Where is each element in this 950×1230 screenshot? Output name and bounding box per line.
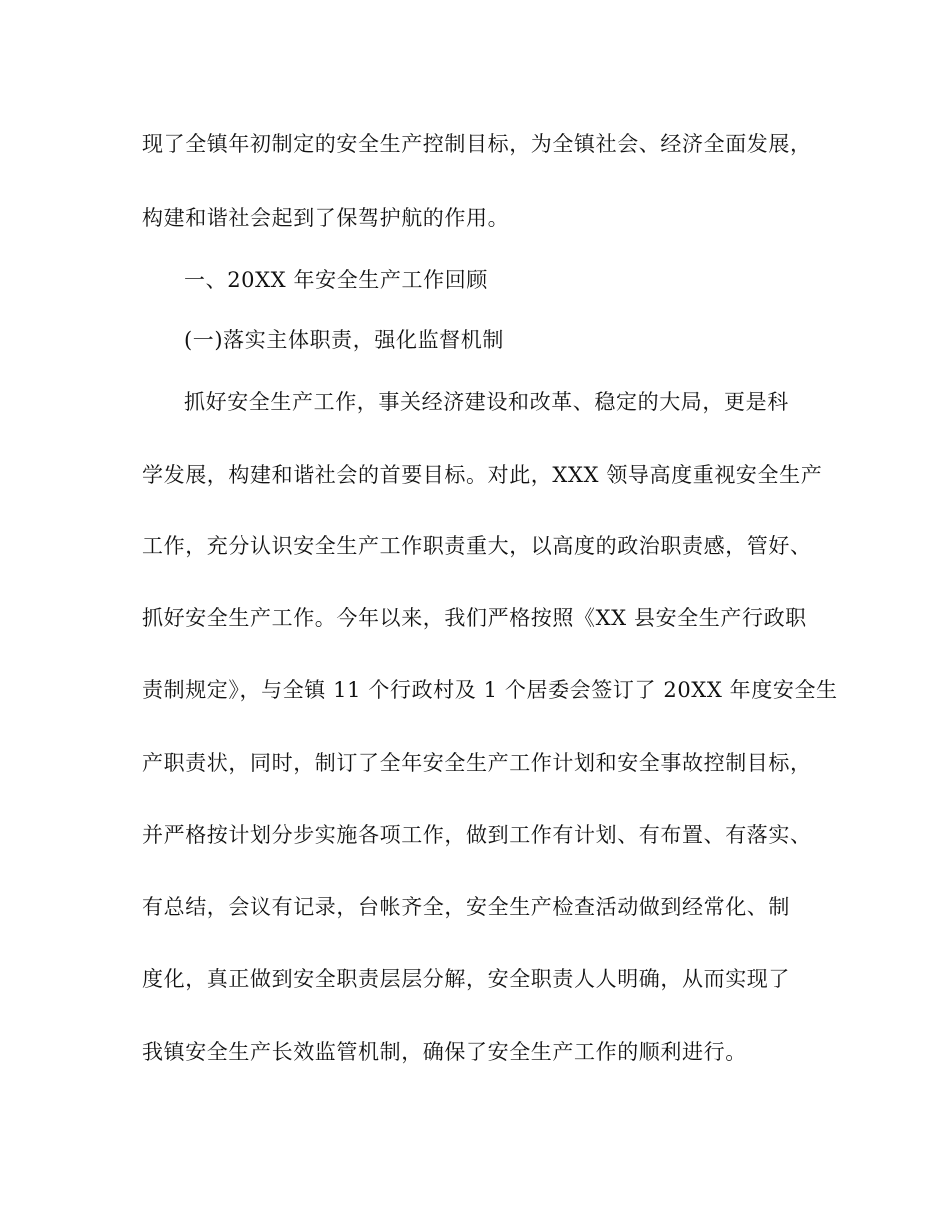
text-line: 现了全镇年初制定的安全生产控制目标，为全镇社会、经济全面发展， [142, 132, 812, 156]
text-line: 责制规定》，与全镇 11 个行政村及 1 个居委会签订了 20XX 年度安全生 [142, 678, 838, 702]
text-line: 有总结，会议有记录，台帐齐全，安全生产检查活动做到经常化、制 [142, 895, 790, 919]
text-line: 工作，充分认识安全生产工作职责重大，以高度的政治职责感，管好、 [142, 534, 812, 558]
text-line: 产职责状，同时，制订了全年安全生产工作计划和安全事故控制目标， [142, 751, 812, 775]
text-line: 学发展，构建和谐社会的首要目标。对此，XXX 领导高度重视安全生产 [142, 463, 823, 487]
text-line: 我镇安全生产长效监管机制，确保了安全生产工作的顺利进行。 [142, 1040, 747, 1064]
text-line: 抓好安全生产工作。今年以来，我们严格按照《XX 县安全生产行政职 [142, 606, 807, 630]
text-line: 度化，真正做到安全职责层层分解，安全职责人人明确，从而实现了 [142, 967, 790, 991]
text-line: 抓好安全生产工作，事关经济建设和改革、稳定的大局，更是科 [184, 390, 789, 414]
section-heading: 一、20XX 年安全生产工作回顾 [184, 268, 488, 292]
subsection-heading: (一)落实主体职责，强化监督机制 [184, 328, 504, 352]
text-line: 并严格按计划分步实施各项工作，做到工作有计划、有布置、有落实、 [142, 823, 812, 847]
text-line: 构建和谐社会起到了保驾护航的作用。 [142, 206, 510, 230]
